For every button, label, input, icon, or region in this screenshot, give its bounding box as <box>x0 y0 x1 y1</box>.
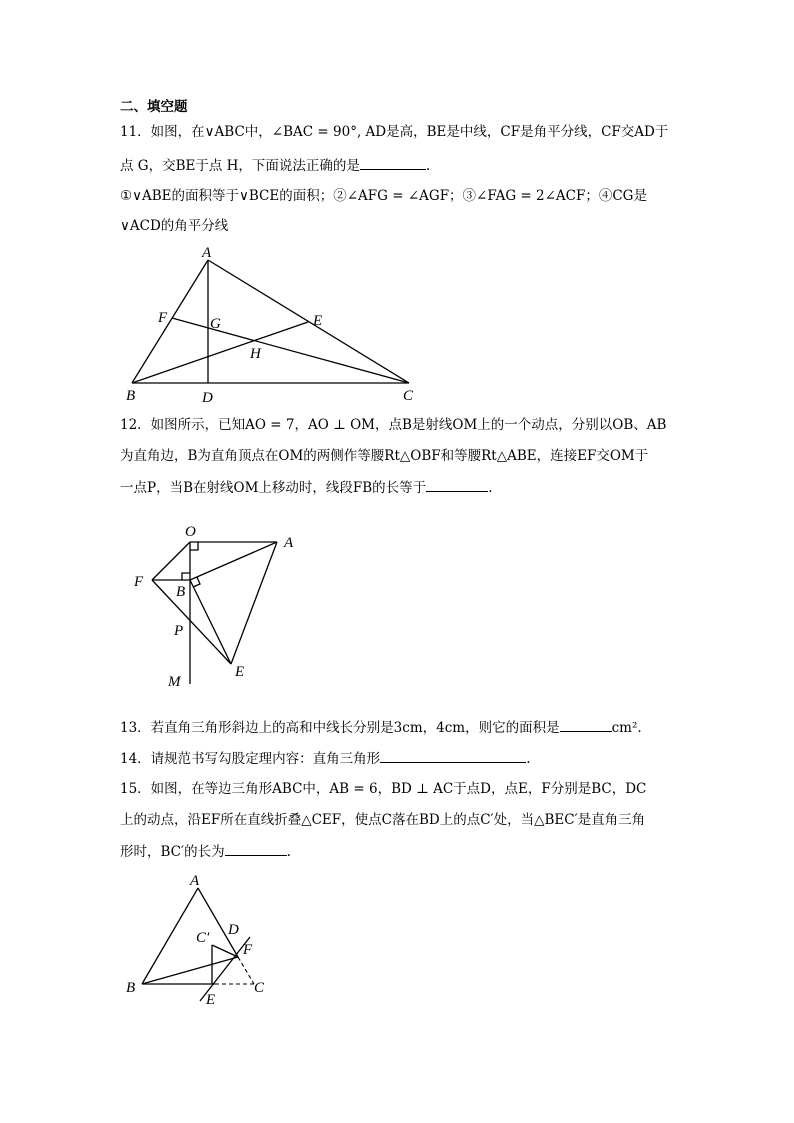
segment-ab <box>142 888 198 984</box>
q14-text: 14．请规范书写勾股定理内容：直角三角形 <box>120 751 381 767</box>
q15-line1: 15．如图，在等边三角形ABC中，AB = 6，BD ⊥ AC于点D，点E，F分别是BC，DC <box>120 781 647 797</box>
label-b: B <box>126 980 136 996</box>
label-a: A <box>284 535 294 551</box>
label-f: F <box>134 574 144 590</box>
q11-line2-end: . <box>425 158 431 174</box>
q12-line3-text: 一点P，当B在射线OM上移动时，线段FB的长等于 <box>120 480 427 496</box>
q14-answer-blank[interactable] <box>380 748 526 763</box>
segment-of <box>152 542 190 580</box>
segment-ac <box>208 260 409 383</box>
right-angle-mark-o <box>190 542 198 550</box>
q14 <box>120 748 530 769</box>
label-b: B <box>176 584 186 600</box>
label-b: B <box>126 388 136 404</box>
label-d: D <box>202 390 213 406</box>
label-h: H <box>250 346 261 362</box>
q12-line3 <box>120 477 492 498</box>
segment-ba <box>190 542 277 580</box>
label-c: C <box>254 980 265 996</box>
label-f: F <box>243 942 253 958</box>
label-e: E <box>313 313 323 329</box>
section-title: 二、填空题 <box>120 99 188 115</box>
q15-answer-blank[interactable] <box>225 841 287 856</box>
q13-answer-blank[interactable] <box>560 717 612 732</box>
segment-ae <box>231 542 277 664</box>
q12-line3-end: . <box>488 480 493 496</box>
label-f: F <box>158 310 168 326</box>
q13 <box>120 717 642 738</box>
q15-line3 <box>120 841 291 862</box>
label-a: A <box>190 873 200 889</box>
q13-unit: cm². <box>611 720 642 736</box>
q12-answer-blank[interactable] <box>426 477 488 492</box>
label-p: P <box>174 623 184 639</box>
q15-line2: 上的动点，沿EF所在直线折叠△CEF，使点C落在BD上的点C′处，当△BEC′是直角三角 <box>120 812 646 828</box>
label-e: E <box>235 664 245 680</box>
q15-line3-text: 形时，BC′的长为 <box>120 844 225 860</box>
label-c: C <box>403 388 414 404</box>
label-d: D <box>228 922 239 938</box>
q12-figure <box>125 518 315 693</box>
q14-end: . <box>526 751 531 767</box>
q12-line1: 12．如图所示，已知AO = 7，AO ⊥ OM，点B是射线OM上的一个动点，分别以OB、AB <box>120 417 667 433</box>
q11-answer-blank[interactable] <box>360 155 426 170</box>
segment-ab <box>132 260 208 383</box>
q11-figure <box>120 240 430 410</box>
label-a: A <box>202 245 212 261</box>
q11-line2-text: 点 G，交BE于点 H，下面说法正确的是 <box>120 158 360 174</box>
label-e: E <box>206 992 216 1008</box>
label-c-prime: C′ <box>196 930 210 946</box>
segment-fe <box>152 580 231 664</box>
segment-fc-dashed <box>238 957 254 984</box>
q12-line2: 为直角边，B为直角顶点在OM的两侧作等腰Rt△OBF和等腰Rt△ABE，连接EF交OM于 <box>120 448 649 464</box>
label-g: G <box>210 316 221 332</box>
q15-figure <box>120 868 290 1008</box>
q15-line3-end: . <box>286 844 291 860</box>
q11-line2 <box>120 155 430 176</box>
q11-line1: 11．如图，在∨ABC中，∠BAC = 90°, AD是高，BE是中线，CF是角平分线，CF交AD于 <box>120 124 669 140</box>
q11-line4: ∨ACD的角平分线 <box>120 218 229 234</box>
q13-text: 13．若直角三角形斜边上的高和中线长分别是3cm，4cm，则它的面积是 <box>120 720 560 736</box>
segment-be <box>190 580 231 664</box>
label-m: M <box>168 674 181 690</box>
q11-line3: ①∨ABE的面积等于∨BCE的面积；②∠AFG = ∠AGF；③∠FAG = 2∠ACF；④CG是 <box>120 188 647 204</box>
label-o: O <box>185 524 196 540</box>
right-angle-mark-b-left <box>182 573 190 580</box>
